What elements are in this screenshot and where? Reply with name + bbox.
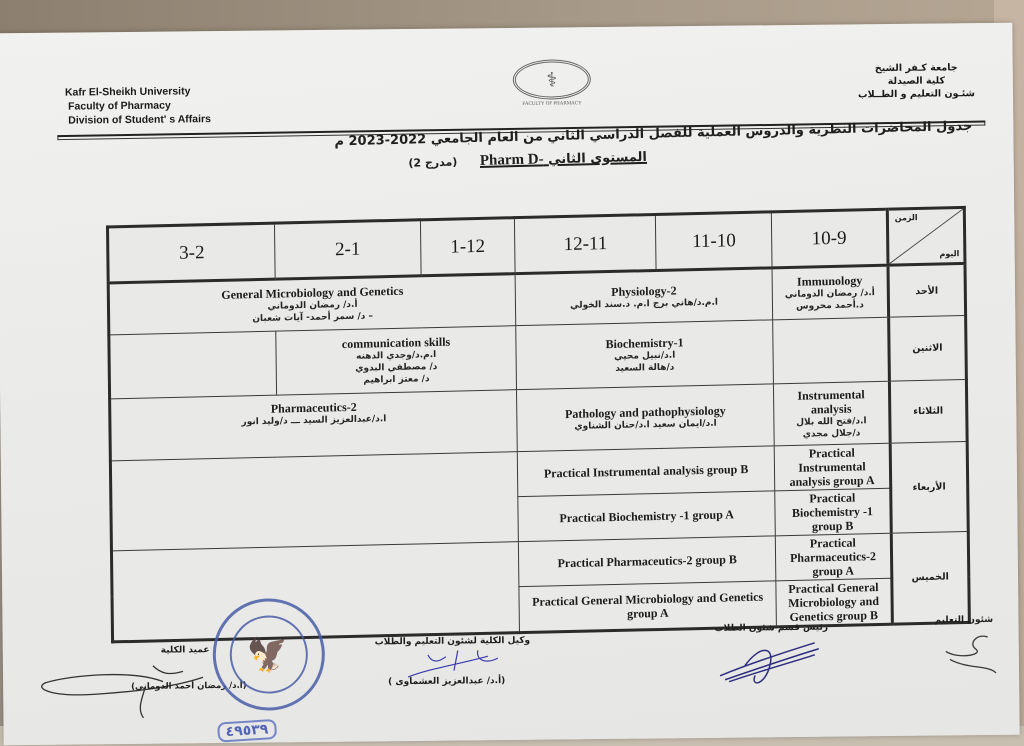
signature-education-affairs [938,629,999,680]
program-label: Pharm D- [479,151,544,169]
instructor-line: أ.د/ رمضان الدوماني [267,299,358,312]
course-title: Pharmaceutics-2 [270,399,357,416]
cell-practical-instrumental-b: Practical Instrumental analysis group B [517,446,775,497]
schedule-table [106,206,971,644]
signature-student-affairs-head [715,635,826,691]
university-header-arabic [858,61,975,101]
cell-biochemistry [516,320,774,390]
faculty-name: Faculty of Pharmacy [68,99,171,113]
stamp-serial-number: ٤٩٥٣٩ [217,719,277,743]
course-title: Instrumental analysis [797,386,865,416]
instructor-line: ا.د/نبيل محيي [614,350,676,362]
day-label-sunday: الأحد [888,263,966,317]
instructor-line: د/ معتز ابراهيم [363,373,430,386]
cell-practical-microbiology-a: Practical General Microbiology and Genetics group A [519,581,777,633]
cell-empty [110,452,518,551]
course-title: General Microbiology and Genetics [221,283,404,302]
schedule-table-wrapper [106,206,971,636]
instructor-line: ا.م.د/هاني برج ا.م. د.سند الخولي [570,297,719,311]
time-slot-header: 3-2 [108,223,276,283]
time-slot-header: 1-12 [420,218,515,276]
cell-empty [773,317,889,384]
corner-time-label: الزمن [894,213,918,223]
day-label-thursday: الخميس [891,531,969,624]
eagle-emblem-icon: 🦅 [224,610,313,699]
cell-practical-pharmaceutics-a: Practical Pharmaceutics-2 group A [775,533,891,581]
dean-name: (أ.د/ رمضان أحمد الدوماني) [131,680,247,692]
university-name: Kafr El-Sheikh University [64,85,191,99]
division-name-ar: شئـون التعليم و الطــلاب [857,88,976,101]
instructor-line: د/ مصطفي البدوي [355,361,438,374]
course-title: Immunology [796,273,863,289]
course-title: communication skills [341,334,451,351]
cell-instrumental-analysis [774,381,890,446]
instructor-line: ا.د/عبدالعزيز السيد ـــ د/وليد انور [241,414,387,428]
vice-dean-name: (أ.د/ عبدالعزيز العشماوى ) [388,676,506,688]
division-name: Division of Student' s Affairs [68,113,211,127]
corner-day-label: اليوم [939,249,960,259]
corner-header [887,207,965,265]
course-title: Pathology and pathophysiology [564,402,726,421]
cell-pharmaceutics [110,390,518,461]
cell-communication-skills [276,326,517,395]
time-slot-header: 11-10 [656,212,772,271]
cell-pathology [517,384,775,452]
course-title: Biochemistry-1 [605,334,684,351]
university-name-ar: جامعة كـفر الشيخ [874,62,958,75]
day-label-wednesday: الأربعاء [890,441,968,533]
instructor-line: ا.م.د/وجدي الدهنه [356,349,437,362]
cell-microbiology [108,274,516,335]
instructor-line: د/هالة السعيد [615,362,675,374]
course-title: Physiology-2 [611,283,677,299]
cell-practical-biochemistry-b: Practical Biochemistry -1 group B [775,488,891,536]
cell-physiology [515,268,773,326]
document-subtitle [328,147,728,174]
faculty-name-ar: كلية الصيدلة [887,75,946,88]
cell-practical-microbiology-b: Practical General Microbiology and Genetics group B [776,578,892,627]
instructor-line: ا.د/ايمان سعيد ا.د/حنان الشناوي [574,418,717,432]
instructor-line: أ.د/ رمضان الدوماني [784,288,875,301]
signature-label-student-affairs-head: رئيس قسم شئون الطلاب [714,622,829,634]
time-slot-header: 10-9 [771,209,887,268]
instructor-line: ا.د/فتح الله بلال [796,415,867,428]
cell-immunology [772,265,888,320]
day-label-tuesday: الثلاثاء [889,379,967,443]
instructor-line: – د/ سمر أحمد- آيات شعبان [252,311,374,325]
hall-label: (مدرج 2) [408,155,458,170]
cell-practical-pharmaceutics-b: Practical Pharmaceutics-2 group B [518,536,776,587]
level-label: المستوى الثاني [547,149,648,168]
time-slot-header: 12-11 [514,214,656,273]
cell-practical-instrumental-a: Practical Instrumental analysis group A [774,443,890,491]
document-title: جدول المحاضرات النظرية والدروس العملية للفصل الدراسي الثاني من العام الجامعي 2022-2023 م [334,118,973,150]
university-header-english [65,84,211,128]
signature-label-vice-dean: وكيل الكلية لشئون التعليم والطلاب [374,635,531,648]
signature-label-education-affairs: شئون التعليم [934,614,994,626]
time-slot-header: 2-1 [275,220,421,279]
instructor-line: د.أحمد محروس [796,300,864,312]
schedule-document [0,23,1020,746]
pharmacy-emblem-icon: ⚕ FACULTY OF PHARMACY [502,59,603,112]
instructor-line: د/جلال مجدي [802,427,861,440]
signature-label-dean: عميد الكلية [160,645,210,656]
cell-practical-biochemistry-a: Practical Biochemistry -1 group A [518,491,776,542]
day-label-monday: الاثنين [888,315,966,381]
cell-empty [109,331,277,399]
